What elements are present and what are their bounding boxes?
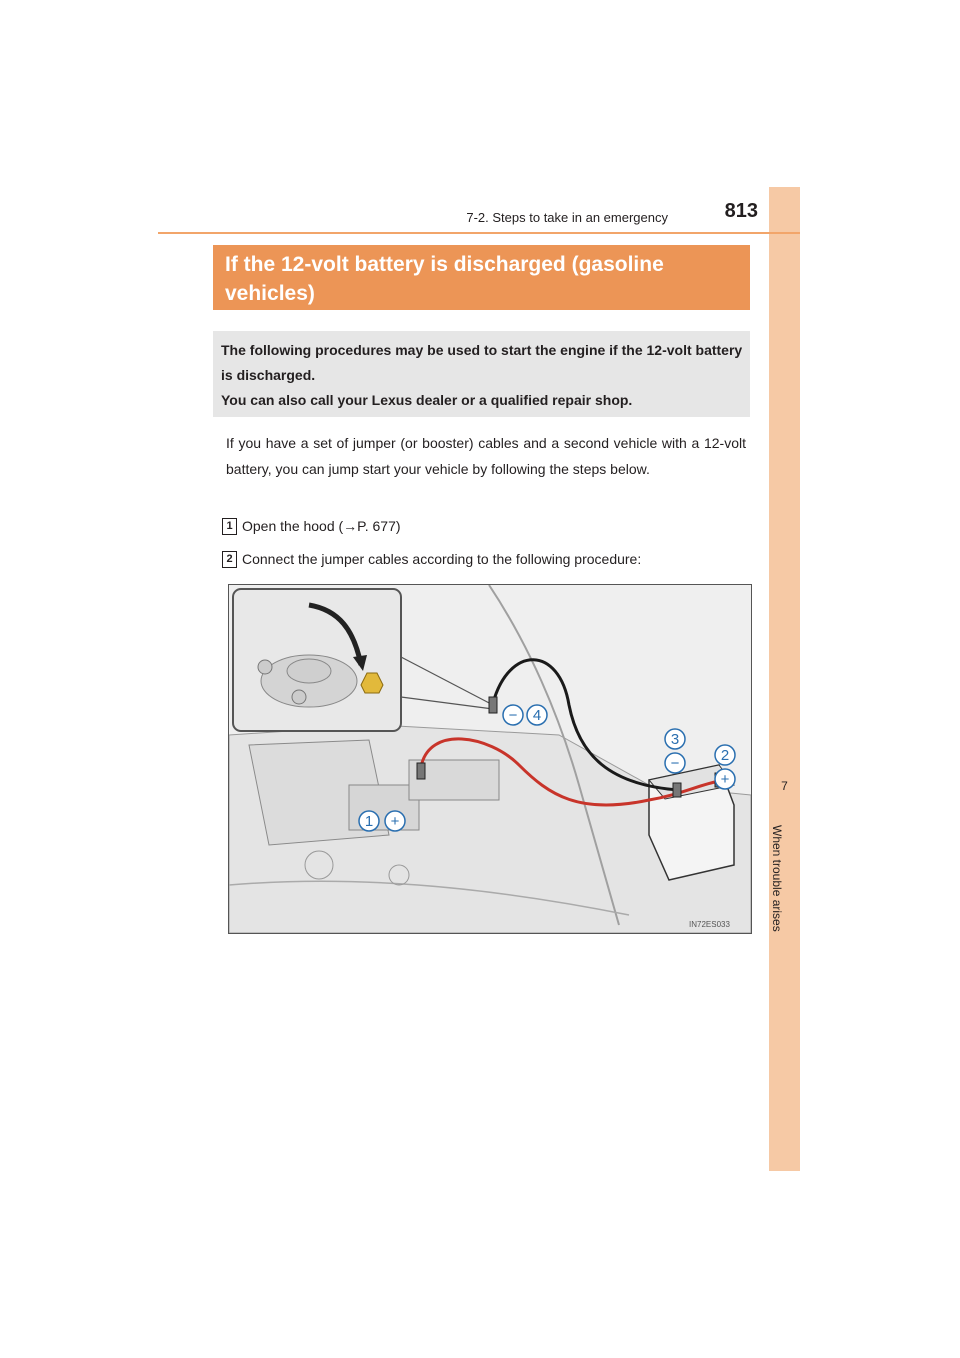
- callout-1-sign: +: [390, 813, 400, 830]
- callout-2-sign: +: [720, 771, 730, 788]
- body-paragraph: If you have a set of jumper (or booster) cables and a second vehicle with a 12-volt battery, you can jump start your vehicle by following the steps below.: [226, 435, 746, 477]
- step-1-number: 1: [222, 518, 237, 535]
- callout-3-label: 3: [670, 731, 680, 748]
- page-number: 813: [724, 200, 758, 222]
- title-bar: [213, 245, 750, 310]
- intro-line-1: The following procedures may be used to start the engine if the 12-volt battery is discharged.: [221, 342, 743, 383]
- intro-box: [213, 331, 750, 417]
- callout-2-label: 2: [720, 747, 730, 764]
- callout-3-sign: −: [670, 755, 680, 772]
- engine-bay-drawing: [229, 585, 751, 933]
- chapter-side-tab: [769, 187, 800, 1171]
- step-1: [222, 515, 752, 537]
- callout-4-label: 4: [532, 707, 542, 724]
- page-title: If the 12-volt battery is discharged (gasoline vehicles): [225, 253, 664, 305]
- step-2: [222, 548, 752, 570]
- step-1-text: Open the hood (→P. 677): [242, 518, 401, 534]
- section-header: 7-2. Steps to take in an emergency: [466, 210, 668, 225]
- intro-line-2: You can also call your Lexus dealer or a qualified repair shop.: [221, 392, 633, 408]
- callout-1-label: 1: [364, 813, 374, 830]
- header-rule: [158, 232, 800, 234]
- figure-id: IN72ES033: [689, 920, 730, 929]
- chapter-number: 7: [781, 779, 788, 793]
- chapter-title: When trouble arises: [770, 825, 784, 932]
- step-2-number: 2: [222, 551, 237, 568]
- jump-start-illustration: [228, 584, 752, 934]
- callout-4-sign: −: [508, 707, 518, 724]
- inset-detail: [233, 589, 401, 731]
- step-2-text: Connect the jumper cables according to the following procedure:: [242, 551, 642, 567]
